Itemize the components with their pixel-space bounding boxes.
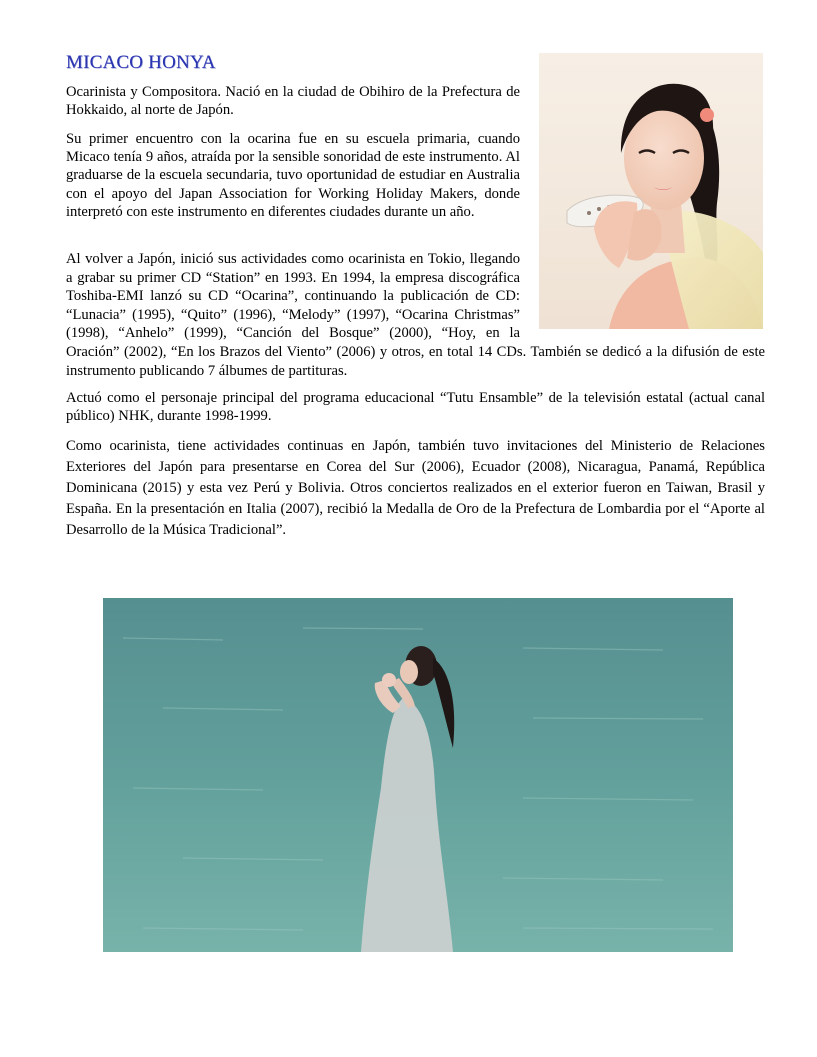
paragraph-tv-program: Actuó como el personaje principal del programa educacional “Tutu Ensamble” de la televisión estatal (actual canal público) NHK, durante 1998-1999. xyxy=(66,390,765,425)
paragraph-intro: Ocarinista y Compositora. Nació en la ciudad de Obihiro de la Prefectura de Hokkaido, al norte de Japón. xyxy=(66,84,520,119)
paragraph-career-text: Al volver a Japón, inició sus actividades como ocarinista en Tokio, llegando a grabar su primer CD “Station” en 1993. En 1994, la empresa discográfica Toshiba-EMI lanzó su CD “Ocarina”, continuando la publicación de CD: “Lunacia” (1995), “Quito” (1996), “Melody” (1997), “Ocarina Christmas” (1998), “Anhelo” (1999), “Canción del Bosque” (2000), “Hoy, en la Oración” (2002), “En los Brazos del Viento” (2006) y otros, en total 14 CDs. También se dedicó a la difusión de este instrumento publicando 7 álbumes de partituras. xyxy=(66,251,765,379)
portrait-photo xyxy=(539,53,763,329)
paragraph-international: Como ocarinista, tiene actividades continuas en Japón, también tuvo invitaciones del Ministerio de Relaciones Exteriores del Japón para presentarse en Corea del Sur (2006), Ecuador (2008), Nicaragua, Panamá, República Dominicana (2015) y esta vez Perú y Bolivia. Otros conciertos realizados en el exterior fueron en Taiwan, Brasil y España. En la presentación en Italia (2007), recibió la Medalla de Oro de la Prefectura de Lombardia por el “Aporte al Desarrollo de la Música Tradicional”. xyxy=(66,438,765,538)
lake-photo xyxy=(103,598,733,952)
document-title: MICACO HONYA xyxy=(66,52,216,73)
paragraph-early-life: Su primer encuentro con la ocarina fue en su escuela primaria, cuando Micaco tenía 9 años, atraída por la sensible sonoridad de este instrumento. Al graduarse de la escuela secundaria, tuvo oportunidad de estudiar en Australia con el apoyo del Japan Association for Working Holiday Makers, donde interpretó con este instrumento en diferentes ciudades durante un año. xyxy=(66,131,520,220)
